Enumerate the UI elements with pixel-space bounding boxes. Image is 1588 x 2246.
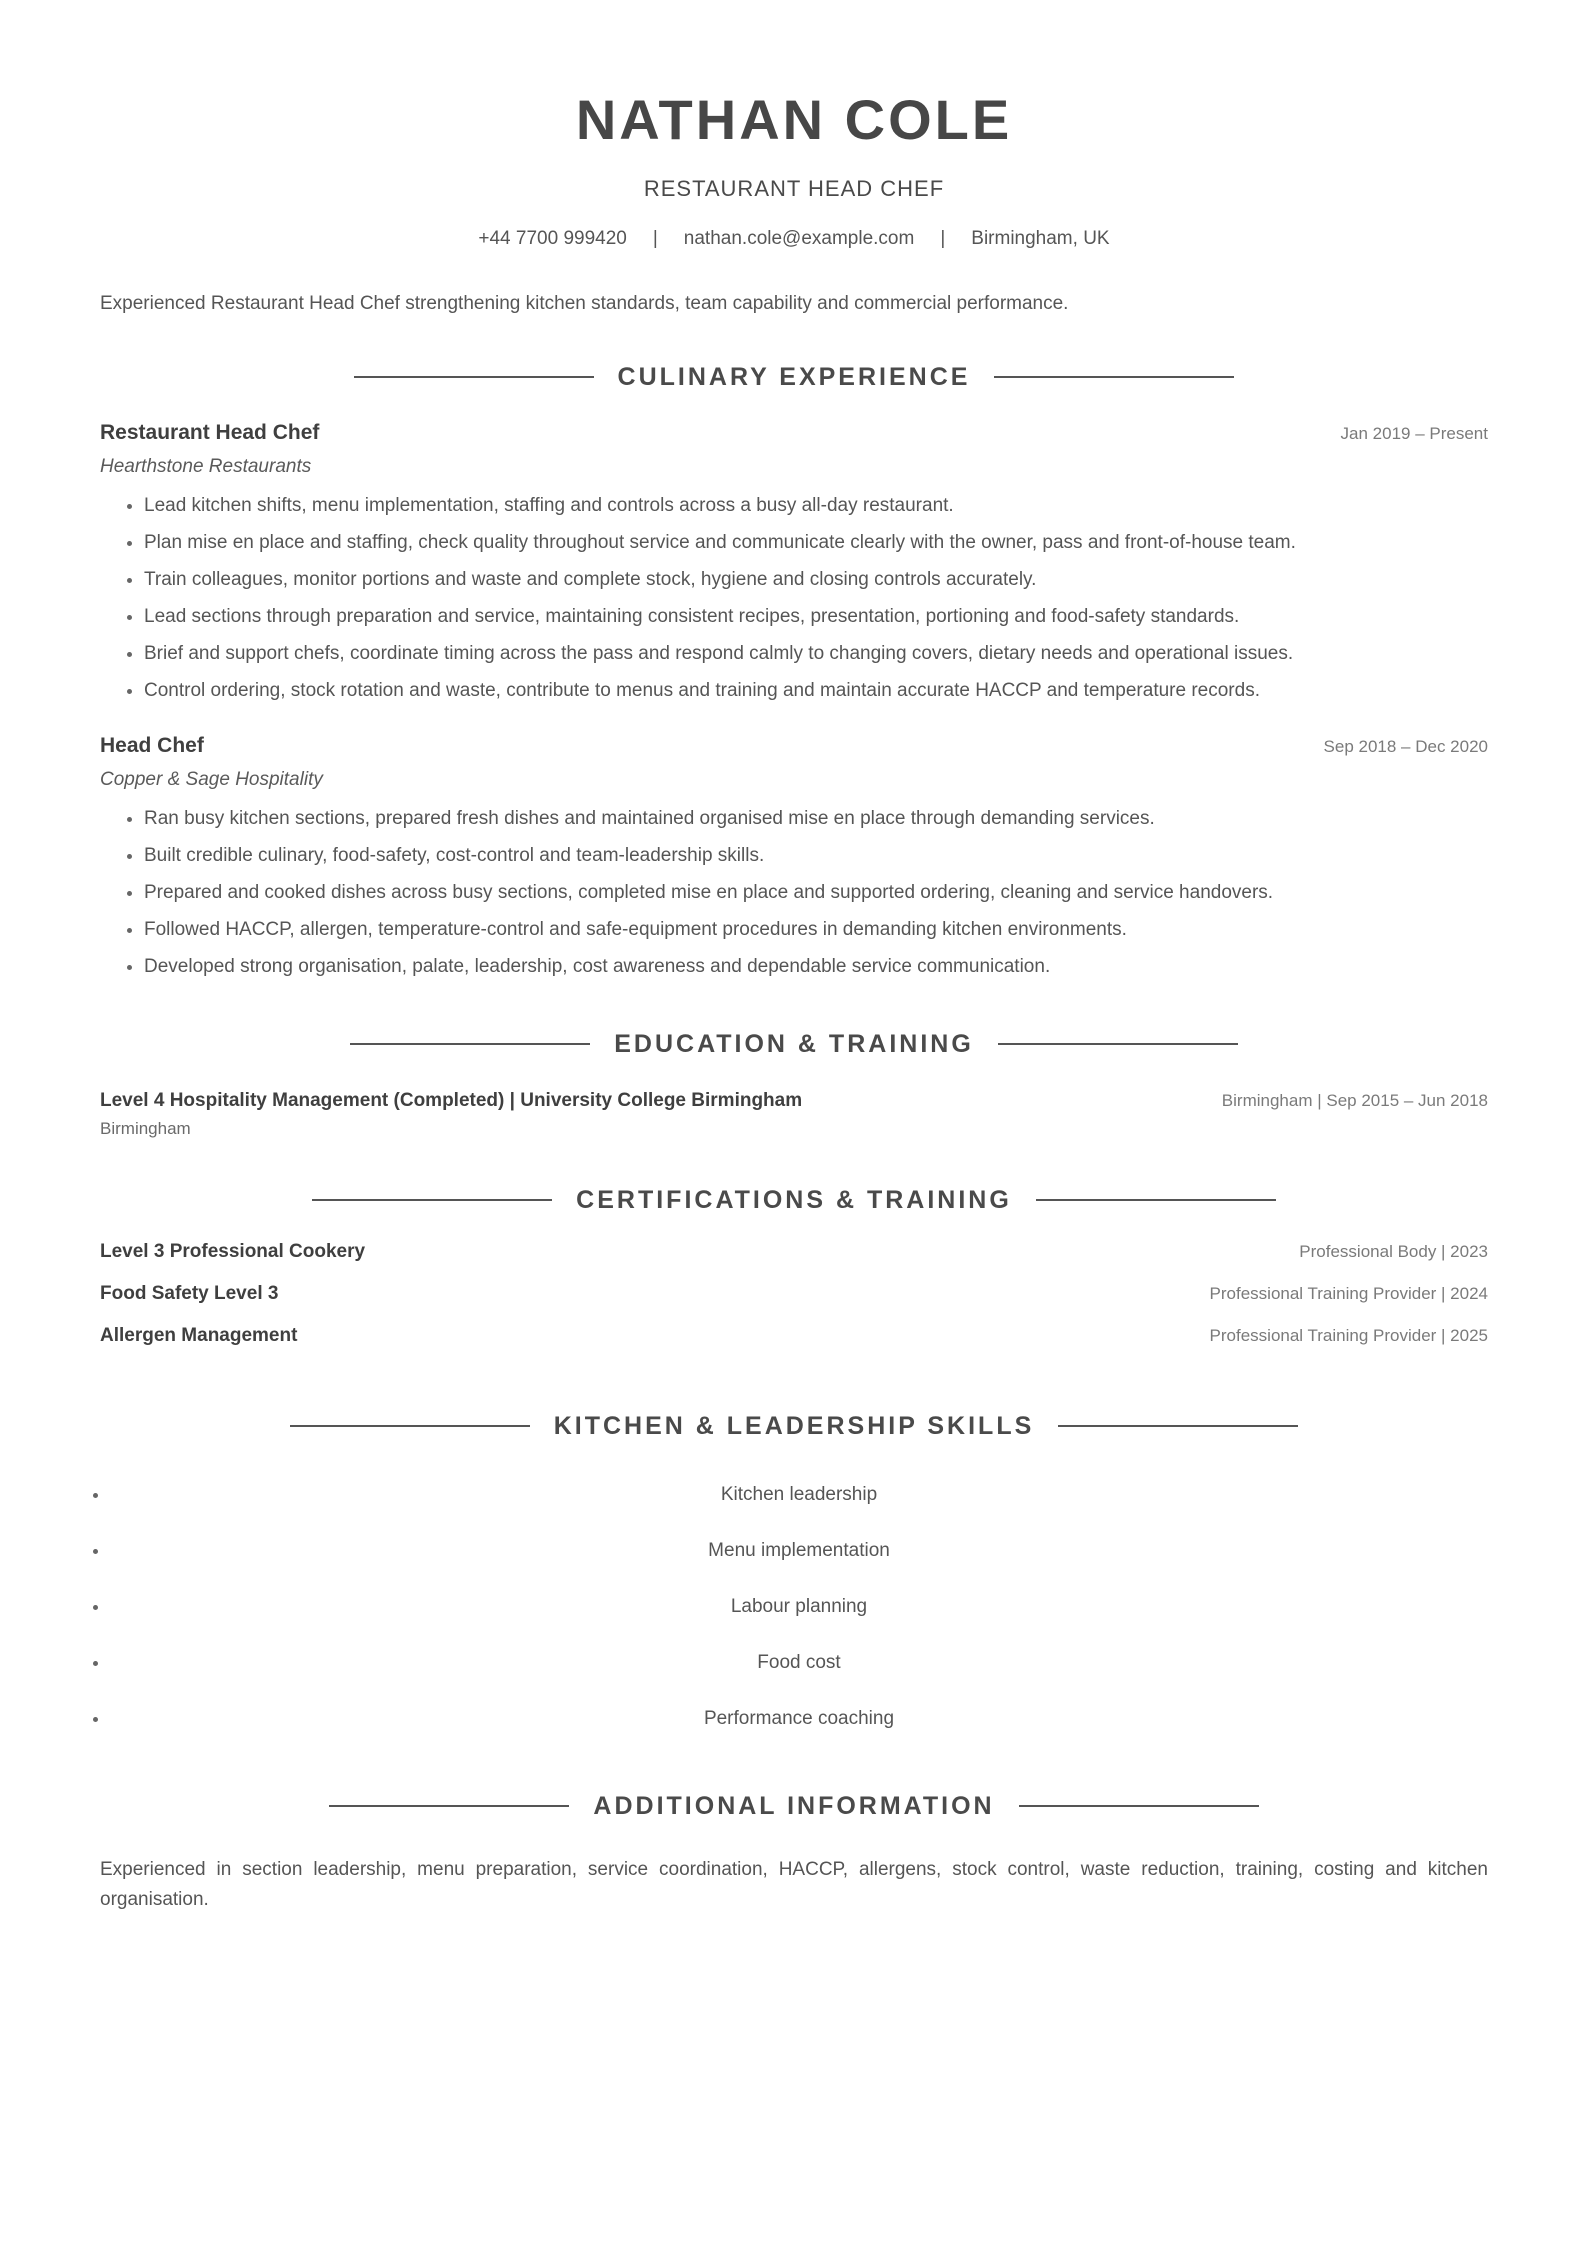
skill-item: • Performance coaching xyxy=(110,1691,1488,1747)
job-bullet: • Train colleagues, monitor portions and waste and complete stock, hygiene and closing controls accurately. xyxy=(144,561,1488,598)
heading-rule xyxy=(1058,1425,1298,1427)
section-heading-label: ADDITIONAL INFORMATION xyxy=(593,1791,995,1820)
job-bullet: • Ran busy kitchen sections, prepared fresh dishes and maintained organised mise en place through demanding services. xyxy=(144,800,1488,837)
additional-information: Experienced in section leadership, menu preparation, service coordination, HACCP, allergens, stock control, waste reduction, training, costing and kitchen organisation. xyxy=(100,1859,1488,1910)
contact-separator: | xyxy=(940,228,946,249)
heading-rule xyxy=(994,376,1234,378)
heading-rule xyxy=(312,1199,552,1201)
job-bullet: • Plan mise en place and staffing, check quality throughout service and communicate clearly with the owner, pass and front-of-house team. xyxy=(144,524,1488,561)
job-title: Restaurant Head Chef xyxy=(100,421,320,444)
job-header xyxy=(100,418,1488,448)
education-entry xyxy=(100,1087,1488,1141)
skills-list xyxy=(100,1467,1488,1747)
job-bullet: • Lead kitchen shifts, menu implementation, staffing and controls across a busy all-day restaurant. xyxy=(144,487,1488,524)
heading-rule xyxy=(350,1043,590,1045)
contact-email: nathan.cole@example.com xyxy=(683,228,915,249)
section-heading-label: CULINARY EXPERIENCE xyxy=(617,362,971,391)
skill-item: • Labour planning xyxy=(110,1579,1488,1635)
certification-item xyxy=(100,1241,1488,1283)
job-company: Copper & Sage Hospitality xyxy=(100,769,323,790)
certification-name: Allergen Management xyxy=(100,1325,298,1346)
certification-item xyxy=(100,1283,1488,1325)
education-meta: Birmingham | Sep 2015 – Jun 2018 xyxy=(1221,1091,1488,1110)
job-bullet: • Built credible culinary, food-safety, cost-control and team-leadership skills. xyxy=(144,837,1488,874)
skill-item: • Kitchen leadership xyxy=(110,1467,1488,1523)
contact-location: Birmingham, UK xyxy=(971,228,1110,249)
job-title: Head Chef xyxy=(100,734,204,757)
certification-meta: Professional Body | 2023 xyxy=(1299,1242,1488,1261)
candidate-name: NATHAN COLE xyxy=(575,88,1013,151)
section-heading-label: EDUCATION & TRAINING xyxy=(614,1029,974,1058)
job-dates: Jan 2019 – Present xyxy=(1340,424,1488,443)
certification-list xyxy=(100,1241,1488,1367)
heading-rule xyxy=(998,1043,1238,1045)
certification-item xyxy=(100,1325,1488,1367)
job-bullets xyxy=(100,800,1488,985)
job-dates: Sep 2018 – Dec 2020 xyxy=(1323,737,1488,756)
heading-rule xyxy=(329,1805,569,1807)
job-bullet: • Prepared and cooked dishes across busy sections, completed mise en place and supported ordering, cleaning and service handovers. xyxy=(144,874,1488,911)
job-header xyxy=(100,731,1488,761)
skill-item: • Food cost xyxy=(110,1635,1488,1691)
job-company: Hearthstone Restaurants xyxy=(100,456,312,477)
section-heading-skills xyxy=(100,1409,1488,1443)
job-bullets xyxy=(100,487,1488,709)
job-entry xyxy=(100,418,1488,709)
skill-item: • Menu implementation xyxy=(110,1523,1488,1579)
contact-phone: +44 7700 999420 xyxy=(478,228,627,249)
section-heading-certifications xyxy=(100,1183,1488,1217)
section-heading-education xyxy=(100,1027,1488,1061)
certification-meta: Professional Training Provider | 2025 xyxy=(1209,1326,1488,1345)
contact-separator: | xyxy=(652,228,658,249)
job-bullet: • Control ordering, stock rotation and waste, contribute to menus and training and maintain accurate HACCP and temperature records. xyxy=(144,672,1488,709)
section-heading-label: CERTIFICATIONS & TRAINING xyxy=(576,1185,1012,1214)
education-location: Birmingham xyxy=(100,1119,191,1138)
contact-line xyxy=(100,226,1488,252)
job-bullet: • Brief and support chefs, coordinate timing across the pass and respond calmly to changing covers, dietary needs and operational issues. xyxy=(144,635,1488,672)
heading-rule xyxy=(354,376,594,378)
section-heading-label: KITCHEN & LEADERSHIP SKILLS xyxy=(553,1411,1035,1440)
heading-rule xyxy=(1019,1805,1259,1807)
education-header xyxy=(100,1087,1488,1115)
job-entry xyxy=(100,731,1488,985)
heading-rule xyxy=(1036,1199,1276,1201)
job-bullet: • Lead sections through preparation and service, maintaining consistent recipes, presentation, portioning and food-safety standards. xyxy=(144,598,1488,635)
certification-meta: Professional Training Provider | 2024 xyxy=(1209,1284,1488,1303)
education-title: Level 4 Hospitality Management (Completed) | University College Birmingham xyxy=(100,1090,803,1111)
section-heading-experience xyxy=(100,360,1488,394)
heading-rule xyxy=(290,1425,530,1427)
job-bullet: • Developed strong organisation, palate, leadership, cost awareness and dependable service communication. xyxy=(144,948,1488,985)
job-bullet: • Followed HACCP, allergen, temperature-control and safe-equipment procedures in demanding kitchen environments. xyxy=(144,911,1488,948)
certification-name: Level 3 Professional Cookery xyxy=(100,1241,366,1262)
profile-summary: Experienced Restaurant Head Chef strengthening kitchen standards, team capability and commercial performance. xyxy=(100,293,1069,314)
certification-name: Food Safety Level 3 xyxy=(100,1283,279,1304)
section-heading-additional xyxy=(100,1789,1488,1823)
candidate-role: RESTAURANT HEAD CHEF xyxy=(643,176,945,201)
